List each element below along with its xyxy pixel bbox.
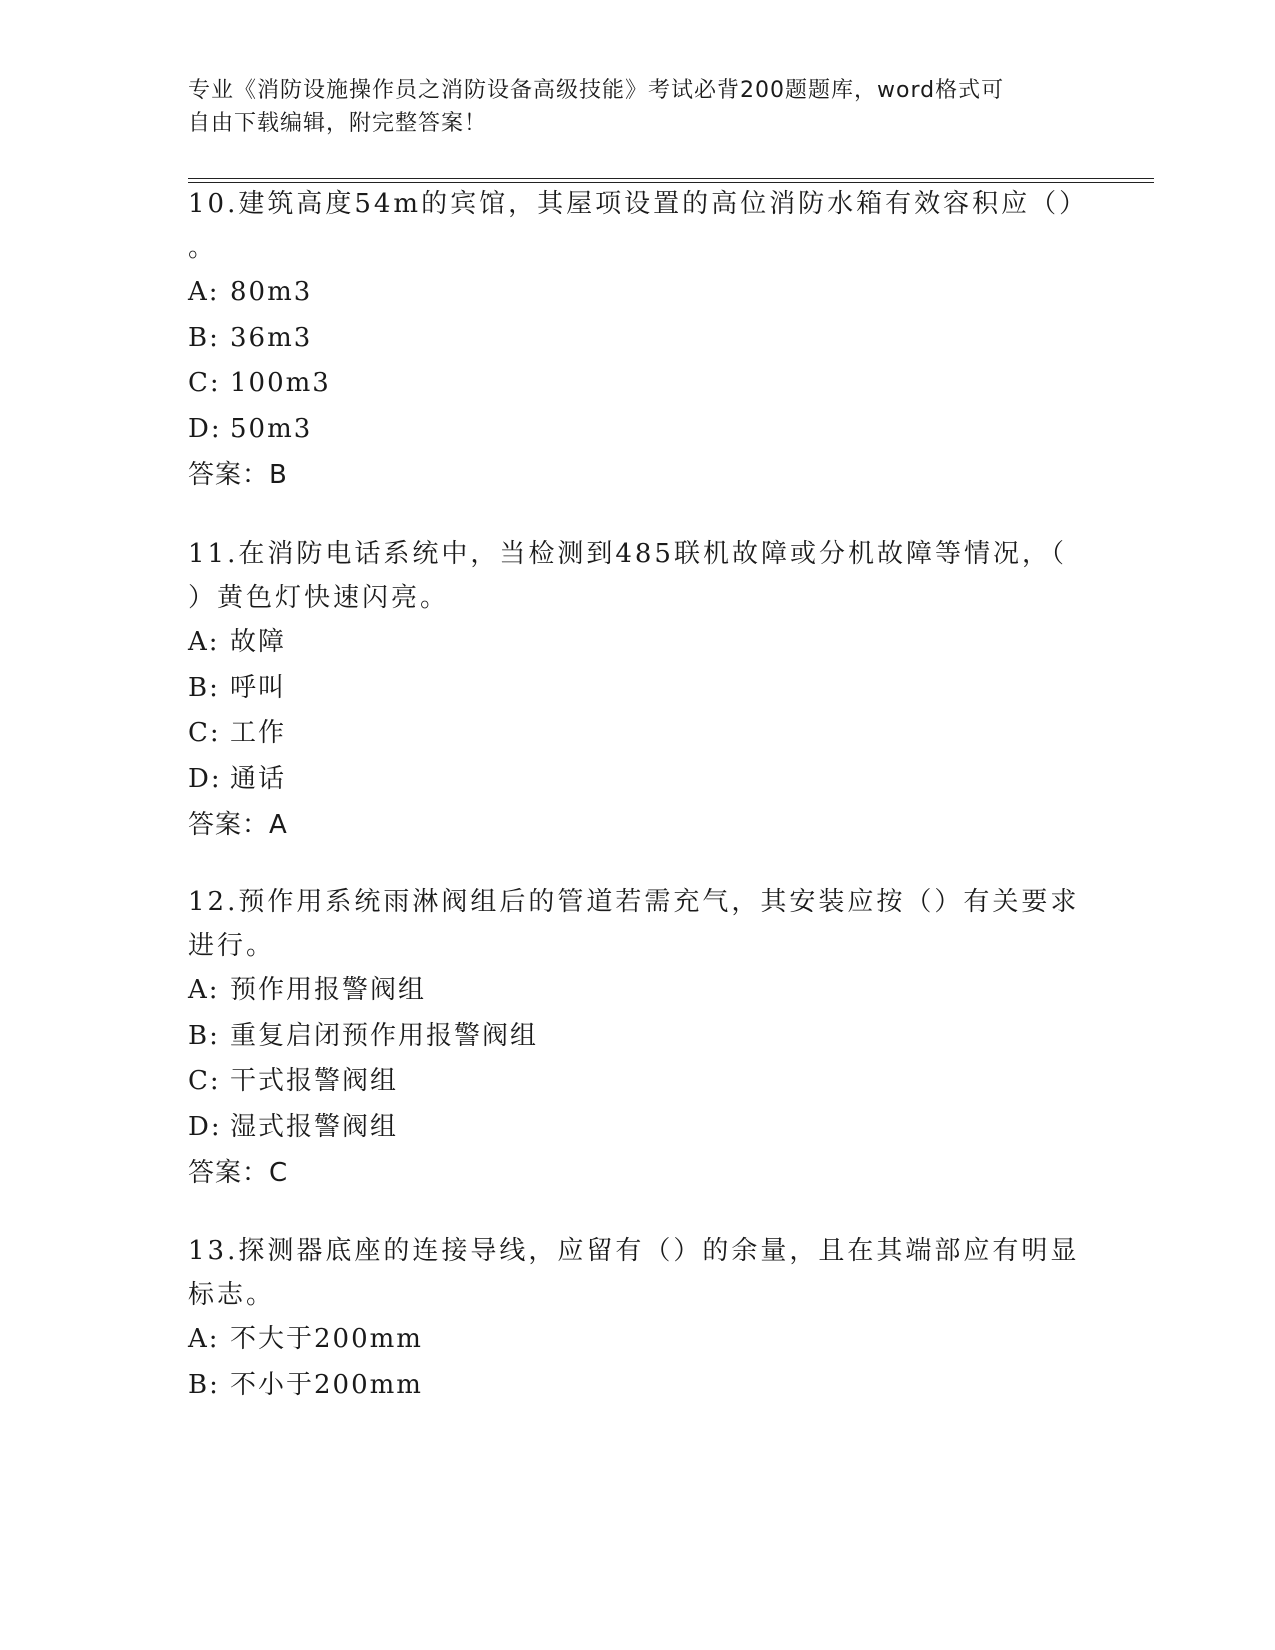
option-a [188,270,1088,316]
answer-line: 答案：C [188,1157,289,1188]
option-c [188,1059,1088,1105]
option-text: 呼叫 [230,672,287,703]
header-divider-top [188,178,1154,179]
option-text: 干式报警阀组 [230,1066,399,1097]
option-letter: C: [188,1066,221,1097]
option-letter: D: [188,1112,222,1143]
option-text: 不小于200mm [230,1369,423,1400]
answer-line: 答案：A [188,809,288,840]
option-letter: C: [188,718,221,749]
option-text: 工作 [230,718,287,749]
option-text: 预作用报警阀组 [230,975,427,1005]
option-text: 重复启闭预作用报警阀组 [230,1020,539,1051]
option-text: 50m3 [230,414,313,445]
header-line-2: 自由下载编辑，附完整答案！ [188,111,488,136]
option-b [188,666,1088,712]
option-letter: B: [188,672,220,703]
question-stem-line-2: 标志。 [188,1280,276,1310]
option-b [188,1014,1088,1060]
question-stem-line-1: 11.在消防电话系统中，当检测到485联机故障或分机故障等情况，（ [188,539,1067,569]
option-text: 100m3 [230,368,331,399]
question-stem-line-2: 。 [188,233,218,263]
option-letter: A: [188,1324,220,1354]
option-letter: D: [188,764,222,795]
option-letter: A: [188,975,220,1005]
option-d [188,407,1088,453]
question-stem-line-2: ）黄色灯快速闪亮。 [188,583,450,613]
option-text: 通话 [230,764,287,795]
option-b [188,316,1088,362]
question-stem-line-2: 进行。 [188,931,276,961]
question-stem-line-1: 10.建筑高度54m的宾馆，其屋项设置的高位消防水箱有效容积应（） [188,189,1089,219]
option-letter: A: [188,277,220,307]
question-stem-line-1: 12.预作用系统雨淋阀组后的管道若需充气，其安装应按（）有关要求 [188,887,1080,917]
option-a [188,620,1088,666]
option-a [188,968,1088,1014]
question-12 [188,880,1088,1195]
question-11 [188,532,1088,847]
option-a [188,1317,1088,1363]
option-d [188,757,1088,803]
option-b [188,1363,1088,1409]
question-10 [188,182,1088,497]
question-13 [188,1229,1088,1408]
option-letter: B: [188,1020,220,1051]
option-letter: A: [188,627,220,657]
option-text: 不大于200mm [230,1324,423,1354]
option-c [188,361,1088,407]
answer-line: 答案：B [188,459,288,490]
option-text: 80m3 [230,277,313,307]
option-letter: C: [188,368,221,399]
option-c [188,711,1088,757]
header-line-1: 专业《消防设施操作员之消防设备高级技能》考试必背200题题库，word格式可 [188,78,1005,103]
option-letter: B: [188,322,220,353]
option-letter: B: [188,1369,220,1400]
option-text: 湿式报警阀组 [230,1112,399,1143]
question-stem-line-1: 13.探测器底座的连接导线，应留有（）的余量，且在其端部应有明显 [188,1236,1080,1266]
document-header [188,74,1088,140]
option-d [188,1105,1088,1151]
option-letter: D: [188,414,222,445]
option-text: 36m3 [230,322,313,353]
option-text: 故障 [230,627,287,657]
